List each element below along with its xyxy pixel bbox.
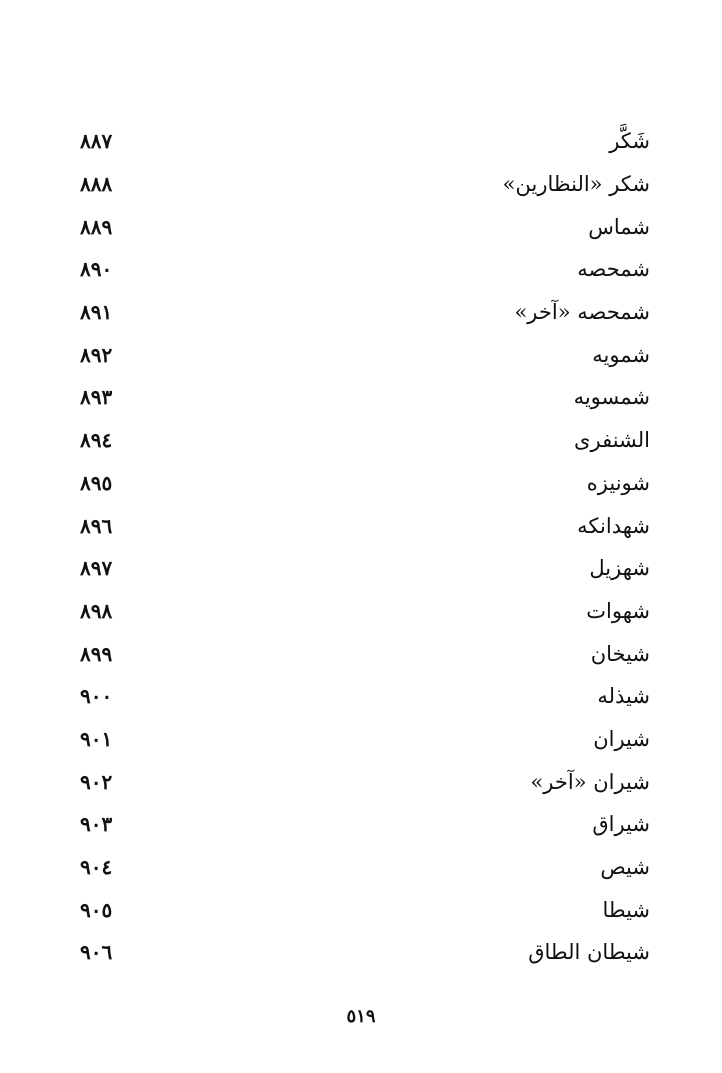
entry-name: شمويه bbox=[592, 342, 650, 367]
entry-name: شيران bbox=[593, 726, 650, 751]
entry-number: ٩٠٣ bbox=[80, 812, 113, 837]
index-entry bbox=[80, 376, 650, 419]
entry-name: شهزيل bbox=[589, 556, 650, 581]
index-entry bbox=[80, 846, 650, 889]
index-entry bbox=[80, 419, 650, 462]
index-entry bbox=[80, 163, 650, 206]
entry-name: شهوات bbox=[586, 598, 650, 623]
index-entry bbox=[80, 462, 650, 505]
entry-name: شمحصه «آخر» bbox=[514, 300, 650, 325]
index-entry bbox=[80, 803, 650, 846]
entry-number: ٩٠٠ bbox=[80, 684, 113, 709]
entry-name: شمحصه bbox=[577, 257, 650, 282]
index-entry bbox=[80, 248, 650, 291]
entry-number: ٨٨٨ bbox=[80, 172, 113, 197]
entry-number: ٩٠٢ bbox=[80, 769, 113, 794]
index-entry bbox=[80, 718, 650, 761]
index-entry bbox=[80, 590, 650, 633]
entry-number: ٩٠١ bbox=[80, 726, 113, 751]
index-entry bbox=[80, 888, 650, 931]
entry-number: ٨٩٩ bbox=[80, 641, 113, 666]
entry-name: شماس bbox=[588, 214, 650, 239]
index-entry bbox=[80, 931, 650, 974]
entry-number: ٩٠٦ bbox=[80, 940, 113, 965]
entry-number: ٩٠٤ bbox=[80, 855, 113, 880]
entry-name: الشنفرى bbox=[574, 428, 650, 453]
index-entry bbox=[80, 760, 650, 803]
entry-number: ٨٩٤ bbox=[80, 428, 113, 453]
page-number: ٥١٩ bbox=[346, 1006, 376, 1027]
index-entry bbox=[80, 632, 650, 675]
entry-number: ٨٩٥ bbox=[80, 470, 113, 495]
entry-number: ٨٩١ bbox=[80, 300, 113, 325]
index-entry bbox=[80, 547, 650, 590]
entry-name: شَكَّر bbox=[609, 129, 650, 154]
entry-number: ٨٩٢ bbox=[80, 342, 113, 367]
entry-number: ٨٩٧ bbox=[80, 556, 113, 581]
entry-name: شونيزه bbox=[586, 470, 650, 495]
entry-name: شيران «آخر» bbox=[530, 769, 650, 794]
entry-name: شيراق bbox=[592, 812, 650, 837]
entry-name: شهدانكه bbox=[577, 513, 650, 538]
entry-name: شيص bbox=[600, 855, 650, 880]
index-entry bbox=[80, 291, 650, 334]
index-entry bbox=[80, 120, 650, 163]
entry-number: ٨٨٧ bbox=[80, 129, 113, 154]
entry-number: ٨٩٦ bbox=[80, 513, 113, 538]
entry-number: ٨٩٠ bbox=[80, 257, 113, 282]
entry-name: شمسويه bbox=[573, 385, 650, 410]
index-entry bbox=[80, 205, 650, 248]
entry-name: شيطان الطاق bbox=[528, 940, 650, 965]
index-entry bbox=[80, 333, 650, 376]
entry-number: ٩٠٥ bbox=[80, 897, 113, 922]
entry-number: ٨٨٩ bbox=[80, 214, 113, 239]
entry-name: شيخان bbox=[590, 641, 650, 666]
entry-number: ٨٩٣ bbox=[80, 385, 113, 410]
entry-name: شيذله bbox=[597, 684, 650, 709]
entry-name: شكر «النظارين» bbox=[502, 172, 650, 197]
index-entry bbox=[80, 504, 650, 547]
index-list bbox=[80, 120, 650, 974]
entry-number: ٨٩٨ bbox=[80, 598, 113, 623]
index-entry bbox=[80, 675, 650, 718]
entry-name: شيطا bbox=[602, 897, 650, 922]
